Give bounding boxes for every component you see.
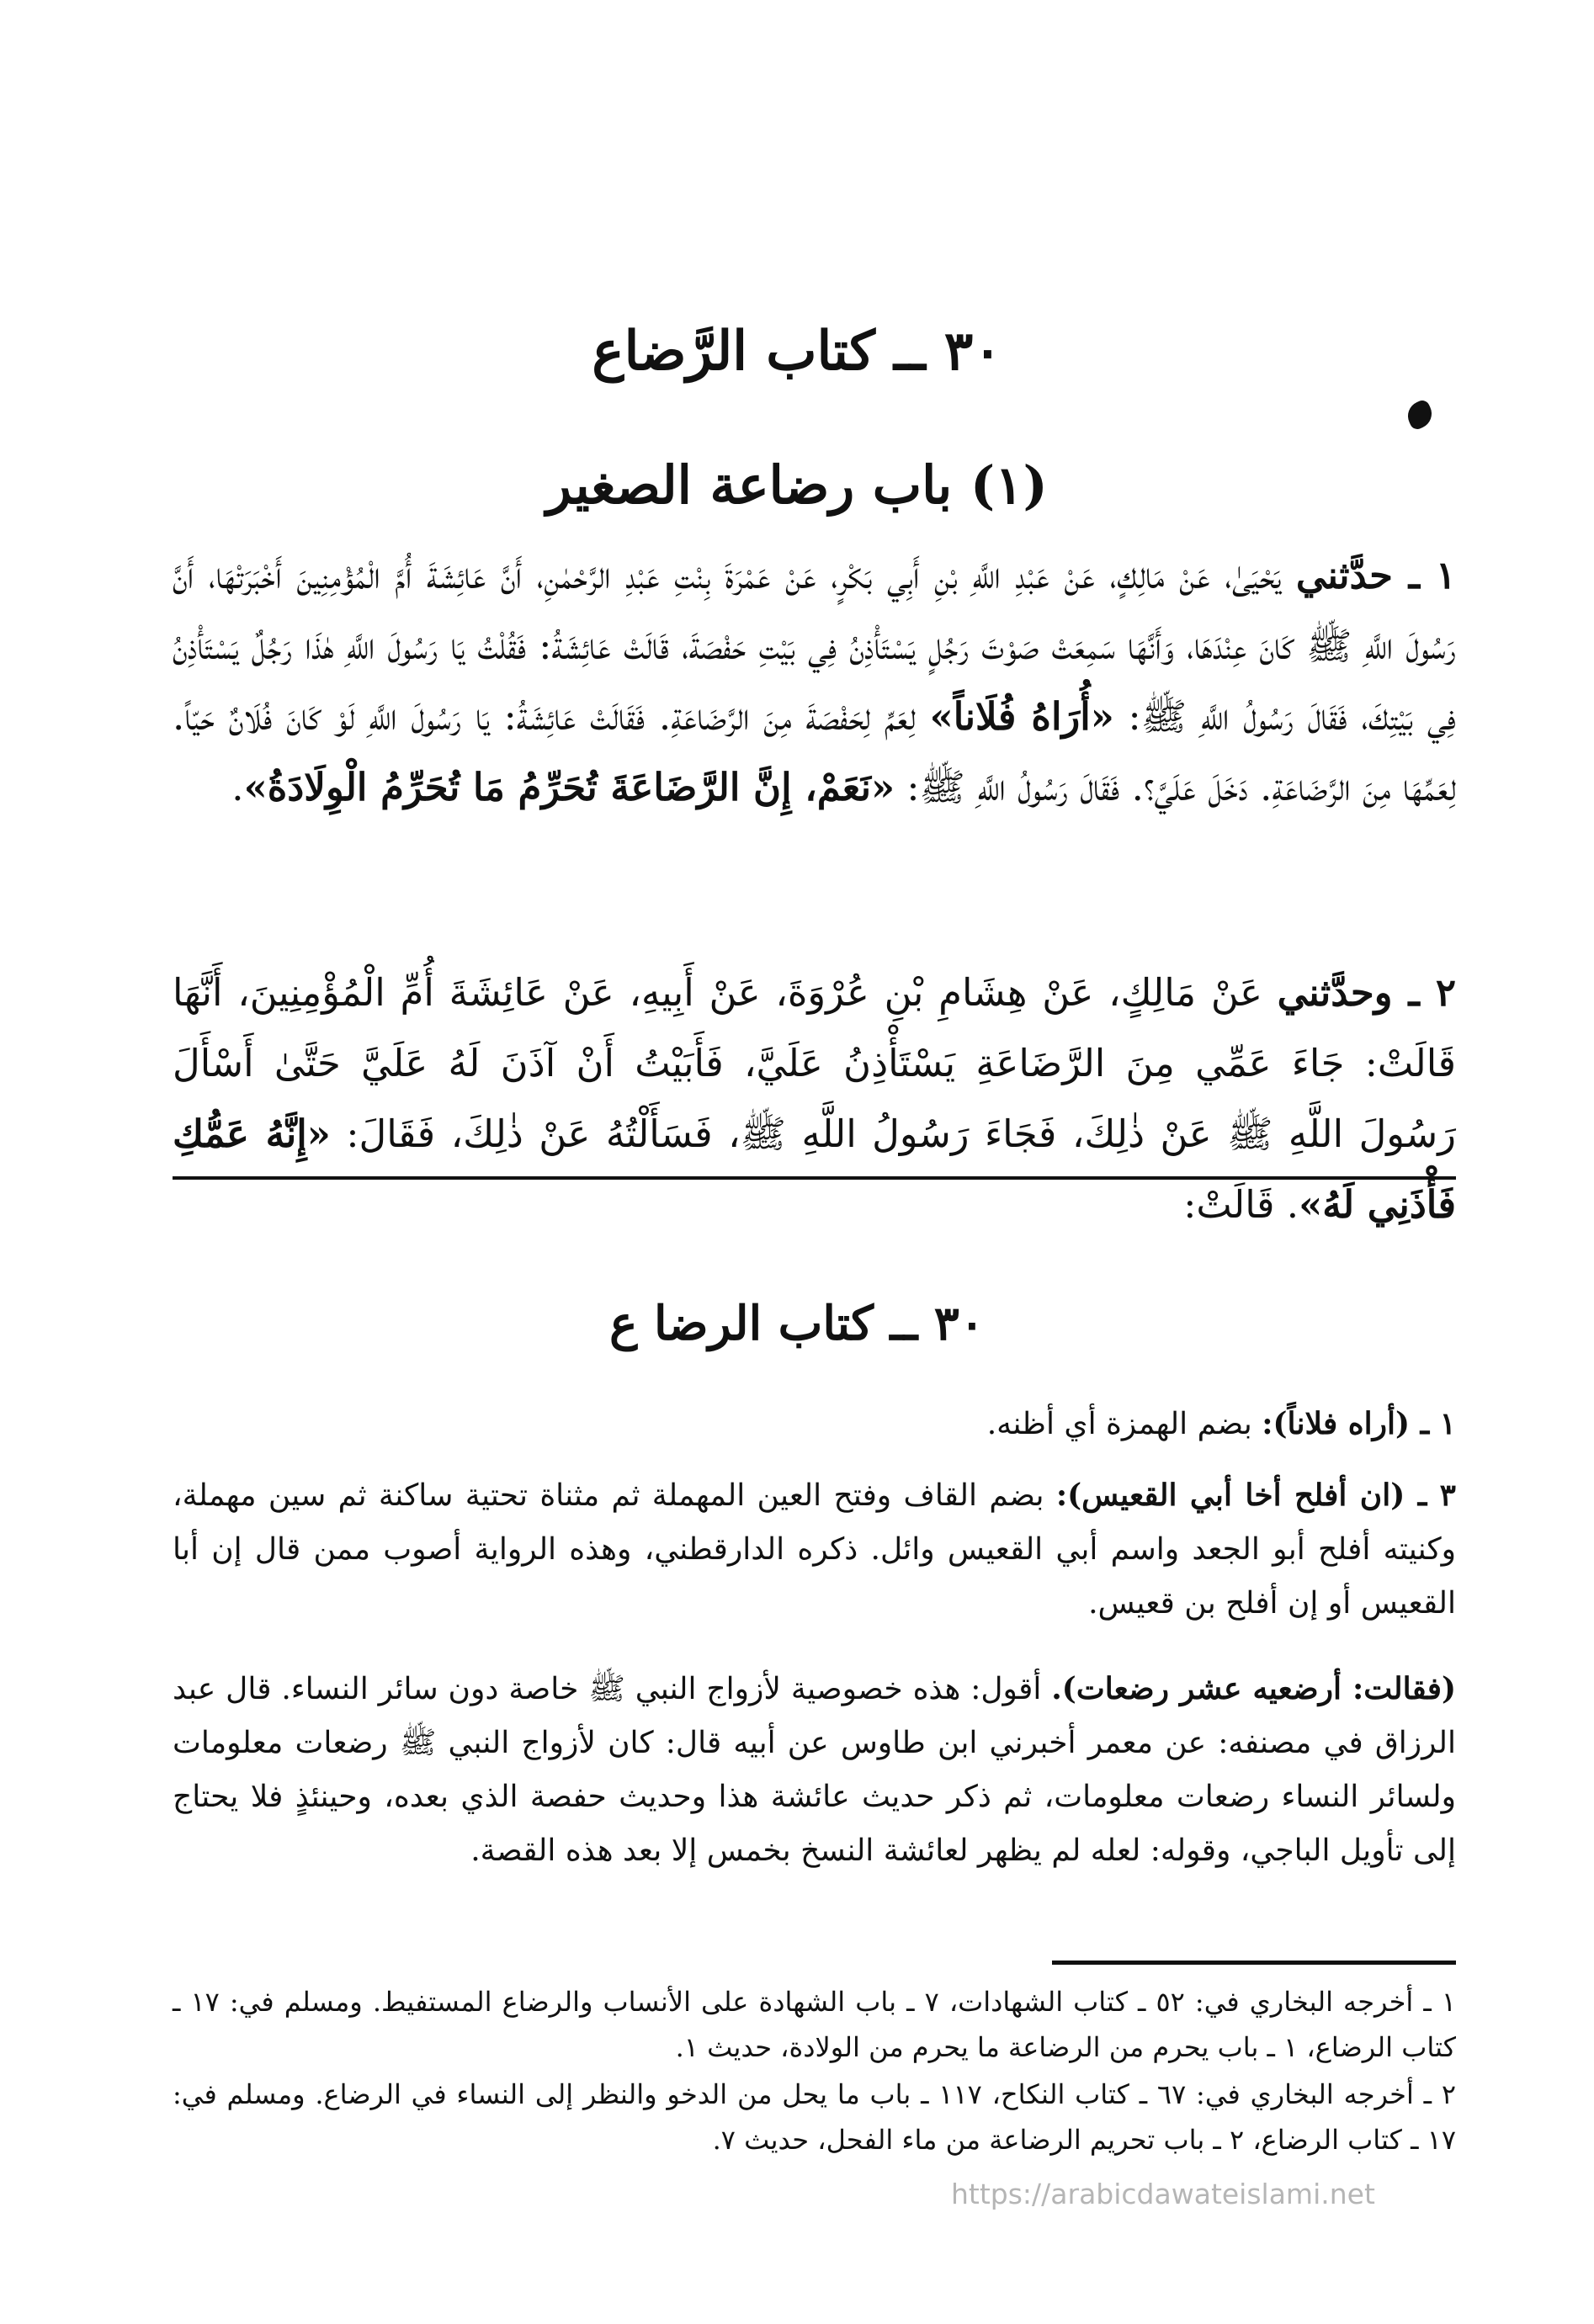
commentary-note-3-lead: (فقالت: أرضعيه عشر رضعات). [1051, 1671, 1457, 1706]
chapter-title: (١) باب رضاعة الصغير [546, 454, 1048, 516]
hadith-1-quote-2: «نَعَمْ، إِنَّ الرَّضَاعَةَ تُحَرِّمُ مَا تُحَرِّمُ الْوِلَادَةُ» [243, 765, 895, 809]
commentary-note-1-text: بضم الهمزة أي أظنه. [986, 1407, 1262, 1441]
footnote-divider [1052, 1961, 1456, 1965]
footnote-1: ١ ـ أخرجه البخاري في: ٥٢ ـ كتاب الشهادات، ٧ ـ باب الشهادة على الأنساب والرضاع المستفيط. ومسلم في: ١٧ ـ كتاب الرضاع، ١ ـ باب يحرم من الرضاعة ما يحرم من الولادة، حديث ١. [173, 1986, 1457, 2063]
hadith-2-quote: «إِنَّهُ عَمُّكِ فَأْذَنِي لَهُ» [173, 1112, 1456, 1227]
commentary-note-3 [173, 1662, 1456, 1878]
hadith-1-end: . [231, 765, 244, 809]
watermark-url: https://arabicdawateislami.net [951, 2178, 1375, 2210]
commentary-note-2-lead: ٣ ـ (ان أفلح أخا أبي القعيس): [1055, 1478, 1457, 1513]
hadith-1-quote-1: «أُرَاهُ فُلَاناً» [929, 694, 1114, 739]
hadith-2-lead: ٢ ـ وحدَّثني [1277, 970, 1457, 1015]
commentary-note-2-text: بضم القاف وفتح العين المهملة ثم مثناة تحتية ساكنة ثم سين مهملة، وكنيته أفلح أبو الجعد واسم أبي القعيس وائل. ذكره الدارقطني، وهذه الرواية أصوب ممن قال إن أبا القعيس أو إن أفلح بن قعيس. [173, 1478, 1456, 1621]
section-divider [173, 1176, 1456, 1180]
hadith-1-text-b: لِعَمِّ لِحَفْصَةَ مِنَ الرَّضَاعَةِ. فَقَالَتْ عَائِشَةُ: يَا رَسُولَ اللَّهِ لَوْ كَانَ فُلَانٌ حَيّاً. لِعَمِّهَا مِنَ الرَّضَاعَةِ. دَخَلَ عَلَيَّ؟. فَقَالَ رَسُولُ اللَّهِ ﷺ: [173, 694, 1456, 809]
book-title: ٣٠ ــ كتاب الرَّضاع [592, 320, 1002, 383]
hadith-2-end: . قَالَتْ: [1183, 1182, 1299, 1227]
commentary-note-2 [173, 1468, 1456, 1631]
hadith-1-text-a: يَحْيَىٰ، عَنْ مَالِكٍ، عَنْ عَبْدِ اللَّهِ بْنِ أَبِي بَكْرٍ، عَنْ عَمْرَةَ بِنْتِ عَبْدِ الرَّحْمٰنِ، أَنَّ عَائِشَةَ أُمَّ الْمُؤْمِنِينَ أَخْبَرَتْهَا، أَنَّ رَسُولَ اللَّهِ ﷺ كَانَ عِنْدَهَا، وَأَنَّهَا سَمِعَتْ صَوْتَ رَجُلٍ يَسْتَأْذِنُ فِي بَيْتِ حَفْصَةَ، قَالَتْ عَائِشَةُ: فَقُلْتُ يَا رَسُولَ اللَّهِ هٰذَا رَجُلٌ يَسْتَأْذِنُ فِي بَيْتِكَ، فَقَالَ رَسُولُ اللَّهِ ﷺ: [173, 553, 1456, 739]
hadith-2 [173, 958, 1456, 1240]
commentary-note-3-text: أقول: هذه خصوصية لأزواج النبي ﷺ خاصة دون سائر النساء. قال عبد الرزاق في مصنفه: عن معمر أخبرني ابن طاوس عن أبيه قال: كان لأزواج النبي ﷺ رضعات معلومات ولسائر النساء رضعات معلومات، ثم ذكر حديث عائشة هذا وحديث حفصة الذي بعده، وحينئذٍ فلا يحتاج إلى تأويل الباجي، وقوله: لعله لم يظهر لعائشة النسخ بخمس إلا بعد هذه القصة. [173, 1672, 1456, 1868]
commentary-note-1 [173, 1397, 1456, 1451]
hadith-2-text-a: عَنْ مَالِكٍ، عَنْ هِشَامِ بْنِ عُرْوَةَ، عَنْ أَبِيهِ، عَنْ عَائِشَةَ أُمِّ الْمُؤْمِنِينَ، أَنَّهَا قَالَتْ: جَاءَ عَمِّي مِنَ الرَّضَاعَةِ يَسْتَأْذِنُ عَلَيَّ، فَأَبَيْتُ أَنْ آذَنَ لَهُ عَلَيَّ حَتَّىٰ أَسْأَلَ رَسُولَ اللَّهِ ﷺ عَنْ ذٰلِكَ، فَجَاءَ رَسُولُ اللَّهِ ﷺ، فَسَأَلْتُهُ عَنْ ذٰلِكَ، فَقَالَ: [173, 970, 1456, 1156]
hadith-1-lead: ١ ـ حدَّثني [1295, 553, 1456, 597]
footnote-2: ٢ ـ أخرجه البخاري في: ٦٧ ـ كتاب النكاح، ١١٧ ـ باب ما يحل من الدخو والنظر إلى النساء في الرضاع. ومسلم في: ١٧ ـ كتاب الرضاع، ٢ ـ باب تحريم الرضاعة من ماء الفحل، حديث ٧. [173, 2078, 1457, 2156]
hadith-1 [173, 540, 1456, 823]
commentary-note-1-lead: ١ ـ (أراه فلاناً): [1262, 1406, 1456, 1441]
leaf-ornament-icon [1403, 398, 1437, 432]
commentary-title: ٣٠ ــ كتاب الرضا ع [609, 1296, 985, 1351]
